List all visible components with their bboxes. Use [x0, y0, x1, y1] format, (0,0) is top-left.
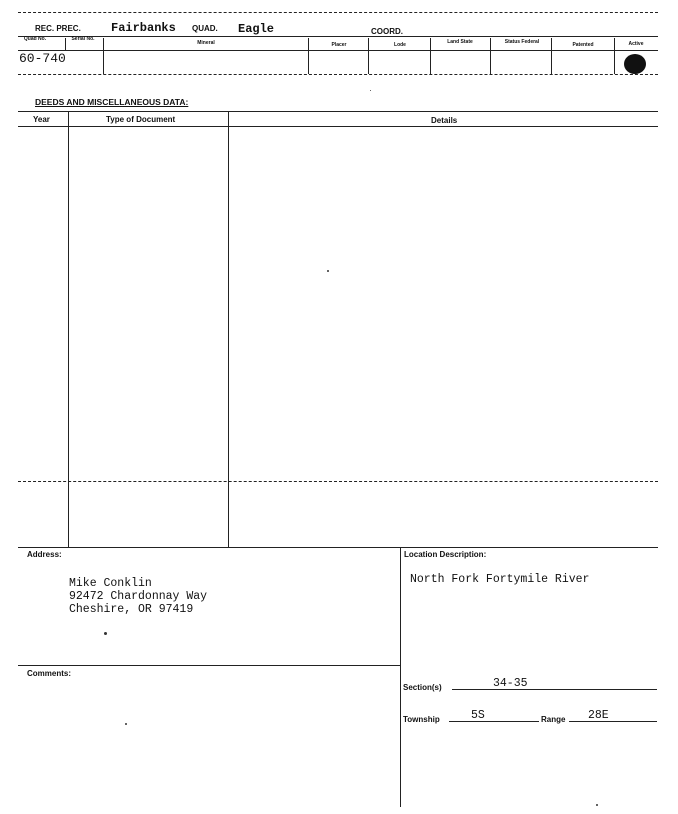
scan-speck [327, 270, 329, 272]
deeds-divider-type [228, 111, 229, 548]
quad-label: QUAD. [192, 24, 218, 33]
active-marker-icon [624, 54, 646, 74]
address-label: Address: [27, 550, 62, 559]
header-rule-bottom [18, 74, 658, 75]
divider-1 [65, 38, 66, 50]
township-underline [449, 721, 539, 722]
col-patented: Patented [572, 42, 594, 48]
divider-2 [103, 38, 104, 74]
top-dashed-rule [18, 12, 658, 13]
scan-speck [596, 804, 598, 806]
col-serial-no: Serial No. [71, 36, 95, 42]
divider-7 [551, 38, 552, 74]
coord-label: COORD. [371, 27, 403, 36]
scan-speck [104, 632, 107, 635]
scan-speck [125, 723, 127, 725]
location-value: North Fork Fortymile River [410, 573, 590, 586]
township-label: Township [403, 715, 440, 724]
col-lode: Lode [394, 42, 406, 48]
col-active: Active [628, 41, 644, 47]
divider-4 [368, 38, 369, 74]
deeds-rule-top [18, 111, 658, 112]
quad-value: Eagle [238, 22, 275, 36]
divider-6 [490, 38, 491, 74]
col-quad-no: Quad No. [23, 36, 47, 42]
col-mineral: Mineral [197, 40, 215, 46]
col-land-state: Land State [447, 39, 473, 45]
divider-8 [614, 38, 615, 74]
deeds-rule-bottom [18, 547, 658, 548]
rec-prec-value: Fairbanks [111, 21, 176, 35]
sections-label: Section(s) [403, 683, 442, 692]
deeds-divider-year [68, 111, 69, 548]
col-type-of-document: Type of Document [106, 115, 176, 124]
deeds-dashed-rule [18, 481, 658, 482]
scan-speck [370, 90, 371, 91]
address-line-1: Mike Conklin [69, 577, 152, 590]
range-underline [569, 721, 657, 722]
col-status-federal: Status Federal [504, 39, 540, 45]
header-rule-mid [18, 50, 658, 51]
col-placer: Placer [331, 42, 347, 48]
divider-3 [308, 38, 309, 74]
quad-no-value: 60-740 [19, 51, 66, 66]
divider-5 [430, 38, 431, 74]
sections-underline [452, 689, 657, 690]
range-value: 28E [588, 709, 609, 722]
range-label: Range [541, 715, 566, 724]
deeds-title: DEEDS AND MISCELLANEOUS DATA: [35, 97, 189, 107]
deeds-rule-header [18, 126, 658, 127]
location-label: Location Description: [404, 550, 487, 559]
address-location-divider [400, 547, 401, 807]
col-details: Details [431, 116, 458, 125]
rec-prec-label: REC. PREC. [35, 24, 81, 33]
header-rule-top [18, 36, 658, 37]
address-line-2: 92472 Chardonnay Way [69, 590, 208, 603]
township-value: 5S [471, 709, 485, 722]
comments-label: Comments: [27, 669, 72, 678]
address-line-3: Cheshire, OR 97419 [69, 603, 194, 616]
comments-rule [18, 665, 400, 666]
sections-value: 34-35 [493, 677, 528, 690]
col-year: Year [33, 115, 50, 124]
